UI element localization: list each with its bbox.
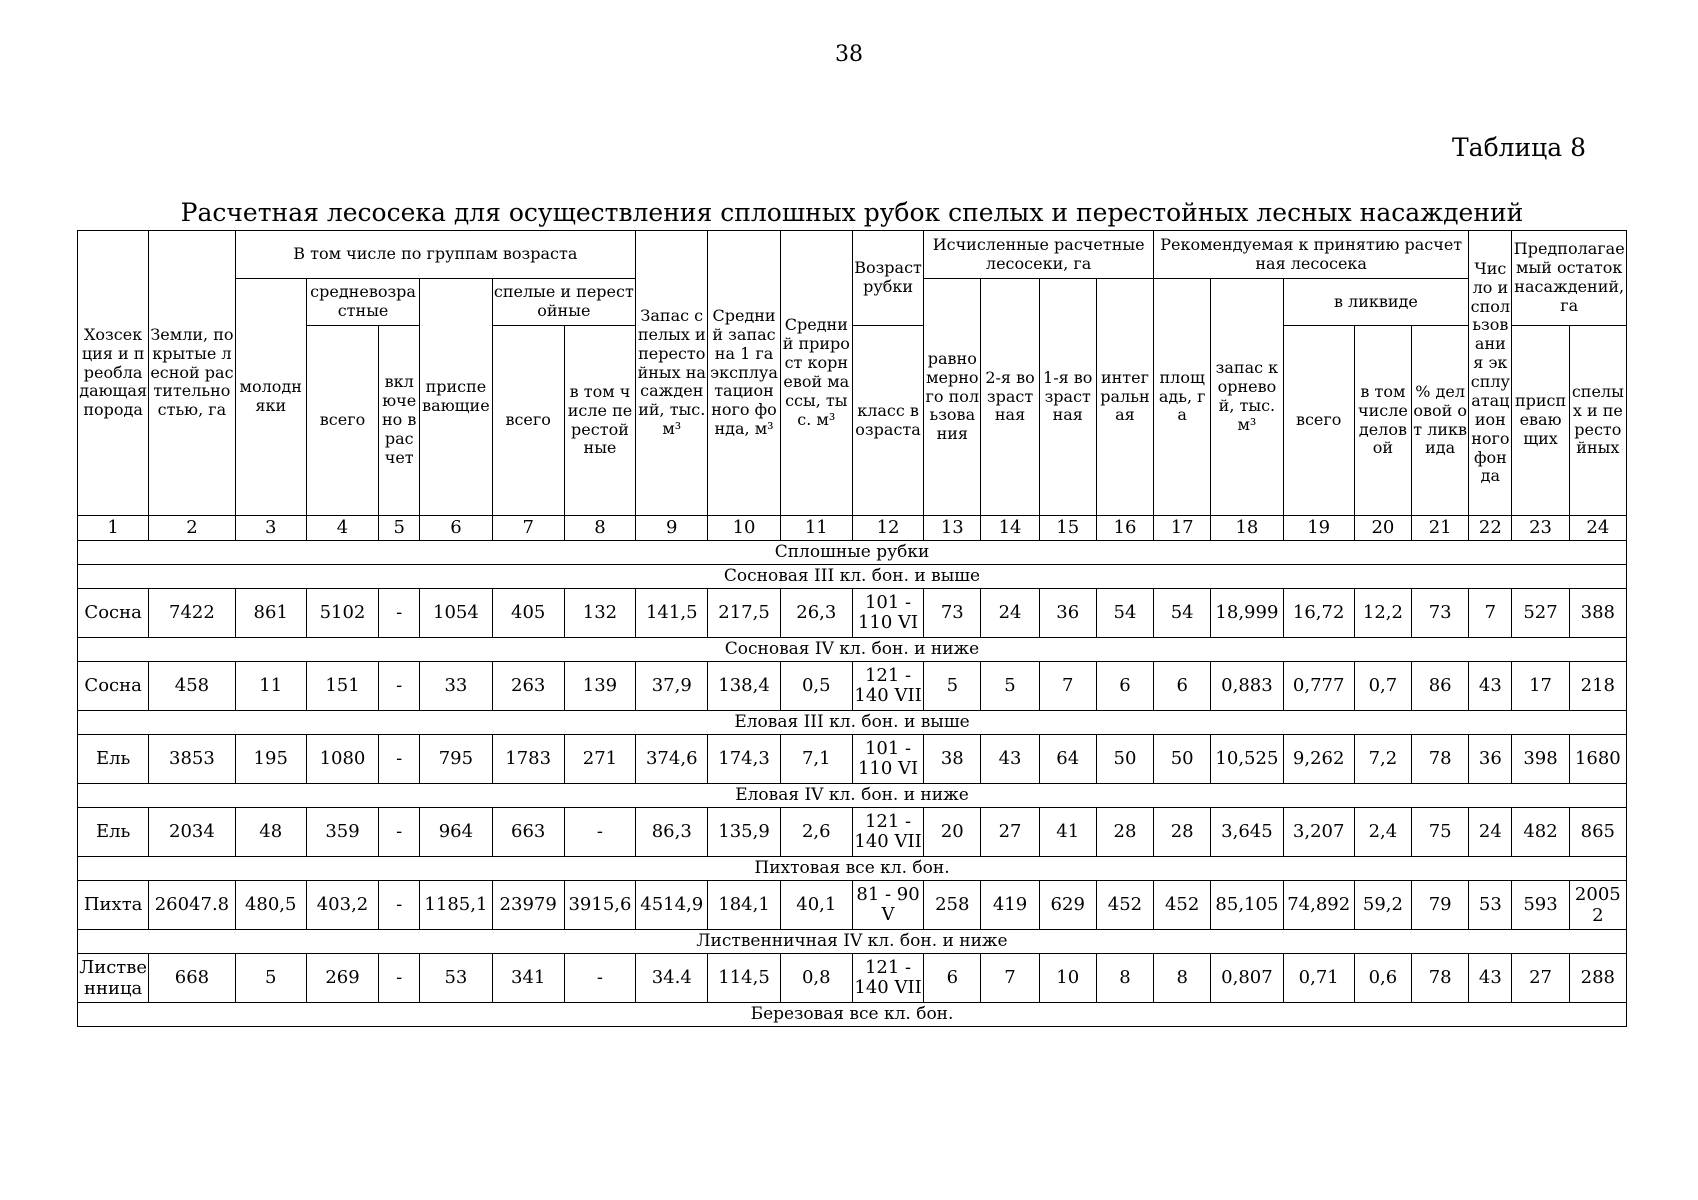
table-cell: 527 (1512, 589, 1569, 638)
table-cell: 6 (924, 954, 981, 1003)
table-body (78, 516, 1627, 1027)
table-cell: 419 (981, 881, 1039, 930)
age-class-cell (852, 954, 923, 1003)
header-mature-overmature: спелые и перестойные (492, 279, 636, 326)
table-row (78, 735, 1627, 784)
table-cell: 174,3 (708, 735, 780, 784)
header-avg-growth: Средний прирост корневой массы, тыс. м³ (780, 231, 852, 516)
header-business-percent: % деловой от ликвида (1412, 326, 1469, 516)
table-cell: 53 (1469, 881, 1512, 930)
table-cell: - (379, 662, 420, 711)
table-cell: 54 (1154, 589, 1211, 638)
table-cell: - (564, 954, 635, 1003)
group-title: Лиственничная IV кл. бон. и ниже (78, 930, 1627, 954)
table-cell: 1783 (492, 735, 564, 784)
table-cell: 6 (1154, 662, 1211, 711)
table-cell: 258 (924, 881, 981, 930)
table-cell: 27 (1512, 954, 1569, 1003)
age-class: 110 VI (857, 612, 919, 633)
age-class: 140 VII (854, 977, 922, 998)
table-cell: 184,1 (708, 881, 780, 930)
table-cell: 7 (981, 954, 1039, 1003)
header-usage-count: Число использования эксплуатационного фонда (1469, 231, 1512, 516)
species-cell: Пихта (78, 881, 149, 930)
table-cell: 43 (1469, 954, 1512, 1003)
age-class-cell (852, 881, 923, 930)
table-cell: 8 (1154, 954, 1211, 1003)
age-class: 110 VI (857, 758, 919, 779)
header-area: площадь, га (1154, 279, 1211, 516)
column-number: 19 (1283, 516, 1354, 541)
table-cell: 865 (1569, 808, 1626, 857)
table-row (78, 589, 1627, 638)
header-uniform-use: равномерного пользования (924, 279, 981, 516)
table-cell: 11 (235, 662, 306, 711)
table-cell: 3,207 (1283, 808, 1354, 857)
group-title-row (78, 930, 1627, 954)
table-cell: 132 (564, 589, 635, 638)
group-title: Сосновая III кл. бон. и выше (78, 565, 1627, 589)
table-cell: 341 (492, 954, 564, 1003)
table-cell: 403,2 (306, 881, 378, 930)
table-header (78, 231, 1627, 516)
column-number: 13 (924, 516, 981, 541)
table-row (78, 662, 1627, 711)
column-number: 16 (1096, 516, 1153, 541)
table-cell: 12,2 (1354, 589, 1411, 638)
table-cell: 40,1 (780, 881, 852, 930)
table-cell: 0,5 (780, 662, 852, 711)
table-cell: 6 (1096, 662, 1153, 711)
column-number: 14 (981, 516, 1039, 541)
table-cell: 48 (235, 808, 306, 857)
table-cell: - (379, 954, 420, 1003)
header-avg-stock: Средний запас на 1 га эксплуатационного фонда, м³ (708, 231, 780, 516)
table-cell: 139 (564, 662, 635, 711)
species-cell: Ель (78, 735, 149, 784)
table-cell: 78 (1412, 735, 1469, 784)
species-cell: Сосна (78, 662, 149, 711)
header-overmature: в том числе перестойные (564, 326, 635, 516)
column-number: 23 (1512, 516, 1569, 541)
cutting-area-table (77, 230, 1627, 1027)
table-cell: 78 (1412, 954, 1469, 1003)
table-cell: 23979 (492, 881, 564, 930)
column-number: 11 (780, 516, 852, 541)
table-cell: 458 (149, 662, 235, 711)
column-number: 17 (1154, 516, 1211, 541)
section-title: Сплошные рубки (78, 541, 1627, 565)
table-cell: 964 (420, 808, 492, 857)
header-remaining: Предполагаемый остаток насаждений, га (1512, 231, 1627, 326)
table-cell: 41 (1039, 808, 1096, 857)
table-cell: 861 (235, 589, 306, 638)
table-cell: 269 (306, 954, 378, 1003)
table-cell: 33 (420, 662, 492, 711)
column-number-row (78, 516, 1627, 541)
table-cell: 480,5 (235, 881, 306, 930)
table-cell: 4514,9 (636, 881, 708, 930)
table-cell: 9,262 (1283, 735, 1354, 784)
section-row (78, 541, 1627, 565)
table-cell: 3,645 (1211, 808, 1283, 857)
header-calculated-areas: Исчисленные расчетные лесосеки, га (924, 231, 1154, 279)
table-cell: 43 (981, 735, 1039, 784)
table-cell: 218 (1569, 662, 1626, 711)
header-forest-land: Земли, покрытые лесной растительностью, га (149, 231, 235, 516)
table-label: Таблица 8 (1451, 133, 1586, 162)
table-cell: 263 (492, 662, 564, 711)
table-cell: - (379, 589, 420, 638)
table-cell: 593 (1512, 881, 1569, 930)
table-cell: 73 (1412, 589, 1469, 638)
table-cell: 37,9 (636, 662, 708, 711)
table-title: Расчетная лесосека для осуществления сплошных рубок спелых и перестойных лесных насаждений (180, 198, 1524, 227)
table-cell: 452 (1154, 881, 1211, 930)
table-cell: 54 (1096, 589, 1153, 638)
table-cell: 795 (420, 735, 492, 784)
header-root-stock: запас корневой, тыс. м³ (1211, 279, 1283, 516)
column-number: 10 (708, 516, 780, 541)
group-title: Березовая все кл. бон. (78, 1003, 1627, 1027)
age-range: 101 - (864, 738, 912, 760)
table-cell: 7,2 (1354, 735, 1411, 784)
table-cell: 10 (1039, 954, 1096, 1003)
table-cell: 398 (1512, 735, 1569, 784)
table-cell: 27 (981, 808, 1039, 857)
table-cell: 195 (235, 735, 306, 784)
column-number: 7 (492, 516, 564, 541)
table-cell: 482 (1512, 808, 1569, 857)
table-cell: 0,7 (1354, 662, 1411, 711)
table-cell: 5 (235, 954, 306, 1003)
table-cell: 2,6 (780, 808, 852, 857)
header-middle-included: включено в расчет (379, 326, 420, 516)
column-number: 2 (149, 516, 235, 541)
group-title: Еловая IV кл. бон. и ниже (78, 784, 1627, 808)
header-liquid-total: всего (1283, 326, 1354, 516)
header-remaining-mature: спелых и перестойных (1569, 326, 1626, 516)
table-cell: 3915,6 (564, 881, 635, 930)
table-cell: 28 (1154, 808, 1211, 857)
age-range: 121 - (864, 811, 912, 833)
column-number: 15 (1039, 516, 1096, 541)
table-cell: 374,6 (636, 735, 708, 784)
header-remaining-premature: приспевающих (1512, 326, 1569, 516)
group-title-row (78, 711, 1627, 735)
column-number: 18 (1211, 516, 1283, 541)
page-number: 38 (835, 42, 863, 67)
header-middle-total: всего (306, 326, 378, 516)
table-cell: 138,4 (708, 662, 780, 711)
table-cell: 38 (924, 735, 981, 784)
species-cell: Ель (78, 808, 149, 857)
table-cell: 0,883 (1211, 662, 1283, 711)
header-age-class: класс возраста (852, 326, 923, 516)
table-cell: 5 (981, 662, 1039, 711)
table-cell: 0,777 (1283, 662, 1354, 711)
table-cell: 217,5 (708, 589, 780, 638)
table-cell: 141,5 (636, 589, 708, 638)
table-cell: 50 (1154, 735, 1211, 784)
column-number: 1 (78, 516, 149, 541)
table-cell: 0,6 (1354, 954, 1411, 1003)
column-number: 21 (1412, 516, 1469, 541)
table-cell: 24 (1469, 808, 1512, 857)
age-range: 121 - (864, 665, 912, 687)
header-liquid: в ликвиде (1283, 279, 1469, 326)
column-number: 8 (564, 516, 635, 541)
table-cell: 5102 (306, 589, 378, 638)
table-cell: - (379, 881, 420, 930)
header-mature-total: всего (492, 326, 564, 516)
table-cell: 50 (1096, 735, 1153, 784)
header-cutting-age: Возраст рубки (852, 231, 923, 326)
group-title: Сосновая IV кл. бон. и ниже (78, 638, 1627, 662)
table-cell: 151 (306, 662, 378, 711)
table-cell: 388 (1569, 589, 1626, 638)
table-cell: 86 (1412, 662, 1469, 711)
column-number: 6 (420, 516, 492, 541)
table-cell: 3853 (149, 735, 235, 784)
table-row (78, 808, 1627, 857)
group-title-row (78, 565, 1627, 589)
column-number: 5 (379, 516, 420, 541)
age-class-cell (852, 808, 923, 857)
table-cell: 26047.8 (149, 881, 235, 930)
table-cell: 86,3 (636, 808, 708, 857)
table-cell: 288 (1569, 954, 1626, 1003)
species-cell: Сосна (78, 589, 149, 638)
column-number: 12 (852, 516, 923, 541)
age-range: 121 - (864, 957, 912, 979)
table-cell: 1054 (420, 589, 492, 638)
table-cell: 73 (924, 589, 981, 638)
table-cell: 18,999 (1211, 589, 1283, 638)
table-cell: 405 (492, 589, 564, 638)
table-cell: 59,2 (1354, 881, 1411, 930)
table-cell: 452 (1096, 881, 1153, 930)
age-range: 81 - 90 (856, 884, 920, 906)
table-cell: - (379, 808, 420, 857)
table-cell: - (564, 808, 635, 857)
table-cell: 43 (1469, 662, 1512, 711)
group-title-row (78, 638, 1627, 662)
table-cell: 2034 (149, 808, 235, 857)
header-first-age: 1-я возрастная (1039, 279, 1096, 516)
header-age-groups: В том числе по группам возраста (235, 231, 636, 279)
table-cell: 24 (981, 589, 1039, 638)
table-cell: - (379, 735, 420, 784)
group-title-row (78, 1003, 1627, 1027)
table-cell: 16,72 (1283, 589, 1354, 638)
table-cell: 1080 (306, 735, 378, 784)
table-cell: 75 (1412, 808, 1469, 857)
table-cell: 271 (564, 735, 635, 784)
age-class: 140 VII (854, 685, 922, 706)
column-number: 20 (1354, 516, 1411, 541)
table-cell: 629 (1039, 881, 1096, 930)
table-cell: 668 (149, 954, 235, 1003)
table-cell: 26,3 (780, 589, 852, 638)
table-cell: 10,525 (1211, 735, 1283, 784)
group-title-row (78, 784, 1627, 808)
table-cell: 0,807 (1211, 954, 1283, 1003)
header-middle-aged: средневозрастные (306, 279, 419, 326)
table-cell: 1185,1 (420, 881, 492, 930)
header-liquid-business: в том числе деловой (1354, 326, 1411, 516)
age-class: 140 VII (854, 831, 922, 852)
age-class: V (881, 904, 895, 925)
group-title: Еловая III кл. бон. и выше (78, 711, 1627, 735)
table-cell: 359 (306, 808, 378, 857)
header-premature: приспевающие (420, 279, 492, 516)
age-class-cell (852, 589, 923, 638)
column-number: 22 (1469, 516, 1512, 541)
table-cell: 36 (1469, 735, 1512, 784)
column-number: 4 (306, 516, 378, 541)
table-cell: 7422 (149, 589, 235, 638)
table-row (78, 954, 1627, 1003)
table-row (78, 881, 1627, 930)
table-cell: 114,5 (708, 954, 780, 1003)
table-cell: 5 (924, 662, 981, 711)
column-number: 24 (1569, 516, 1626, 541)
table-cell: 53 (420, 954, 492, 1003)
column-number: 3 (235, 516, 306, 541)
table-cell: 20052 (1569, 881, 1626, 930)
table-cell: 7 (1469, 589, 1512, 638)
table-cell: 20 (924, 808, 981, 857)
species-cell: Лиственница (78, 954, 149, 1003)
group-title: Пихтовая все кл. бон. (78, 857, 1627, 881)
table-cell: 85,105 (1211, 881, 1283, 930)
group-title-row (78, 857, 1627, 881)
table-cell: 135,9 (708, 808, 780, 857)
header-mature-stock: Запас спелых и перестойных насаждений, тыс. м³ (636, 231, 708, 516)
table-cell: 1680 (1569, 735, 1626, 784)
table-cell: 0,71 (1283, 954, 1354, 1003)
age-class-cell (852, 735, 923, 784)
table-cell: 7 (1039, 662, 1096, 711)
header-recommended-area: Рекомендуемая к принятию расчетная лесосека (1154, 231, 1469, 279)
table-cell: 36 (1039, 589, 1096, 638)
age-class-cell (852, 662, 923, 711)
table-cell: 79 (1412, 881, 1469, 930)
column-number: 9 (636, 516, 708, 541)
table-cell: 0,8 (780, 954, 852, 1003)
header-integral: интегральная (1096, 279, 1153, 516)
table-cell: 34.4 (636, 954, 708, 1003)
table-cell: 28 (1096, 808, 1153, 857)
header-second-age: 2-я возрастная (981, 279, 1039, 516)
table-cell: 64 (1039, 735, 1096, 784)
age-range: 101 - (864, 592, 912, 614)
table-cell: 17 (1512, 662, 1569, 711)
table-cell: 663 (492, 808, 564, 857)
table-cell: 74,892 (1283, 881, 1354, 930)
table-cell: 8 (1096, 954, 1153, 1003)
header-young: молодняки (235, 279, 306, 516)
table-cell: 7,1 (780, 735, 852, 784)
header-species: Хозсекция и преобладающая порода (78, 231, 149, 516)
table-cell: 2,4 (1354, 808, 1411, 857)
